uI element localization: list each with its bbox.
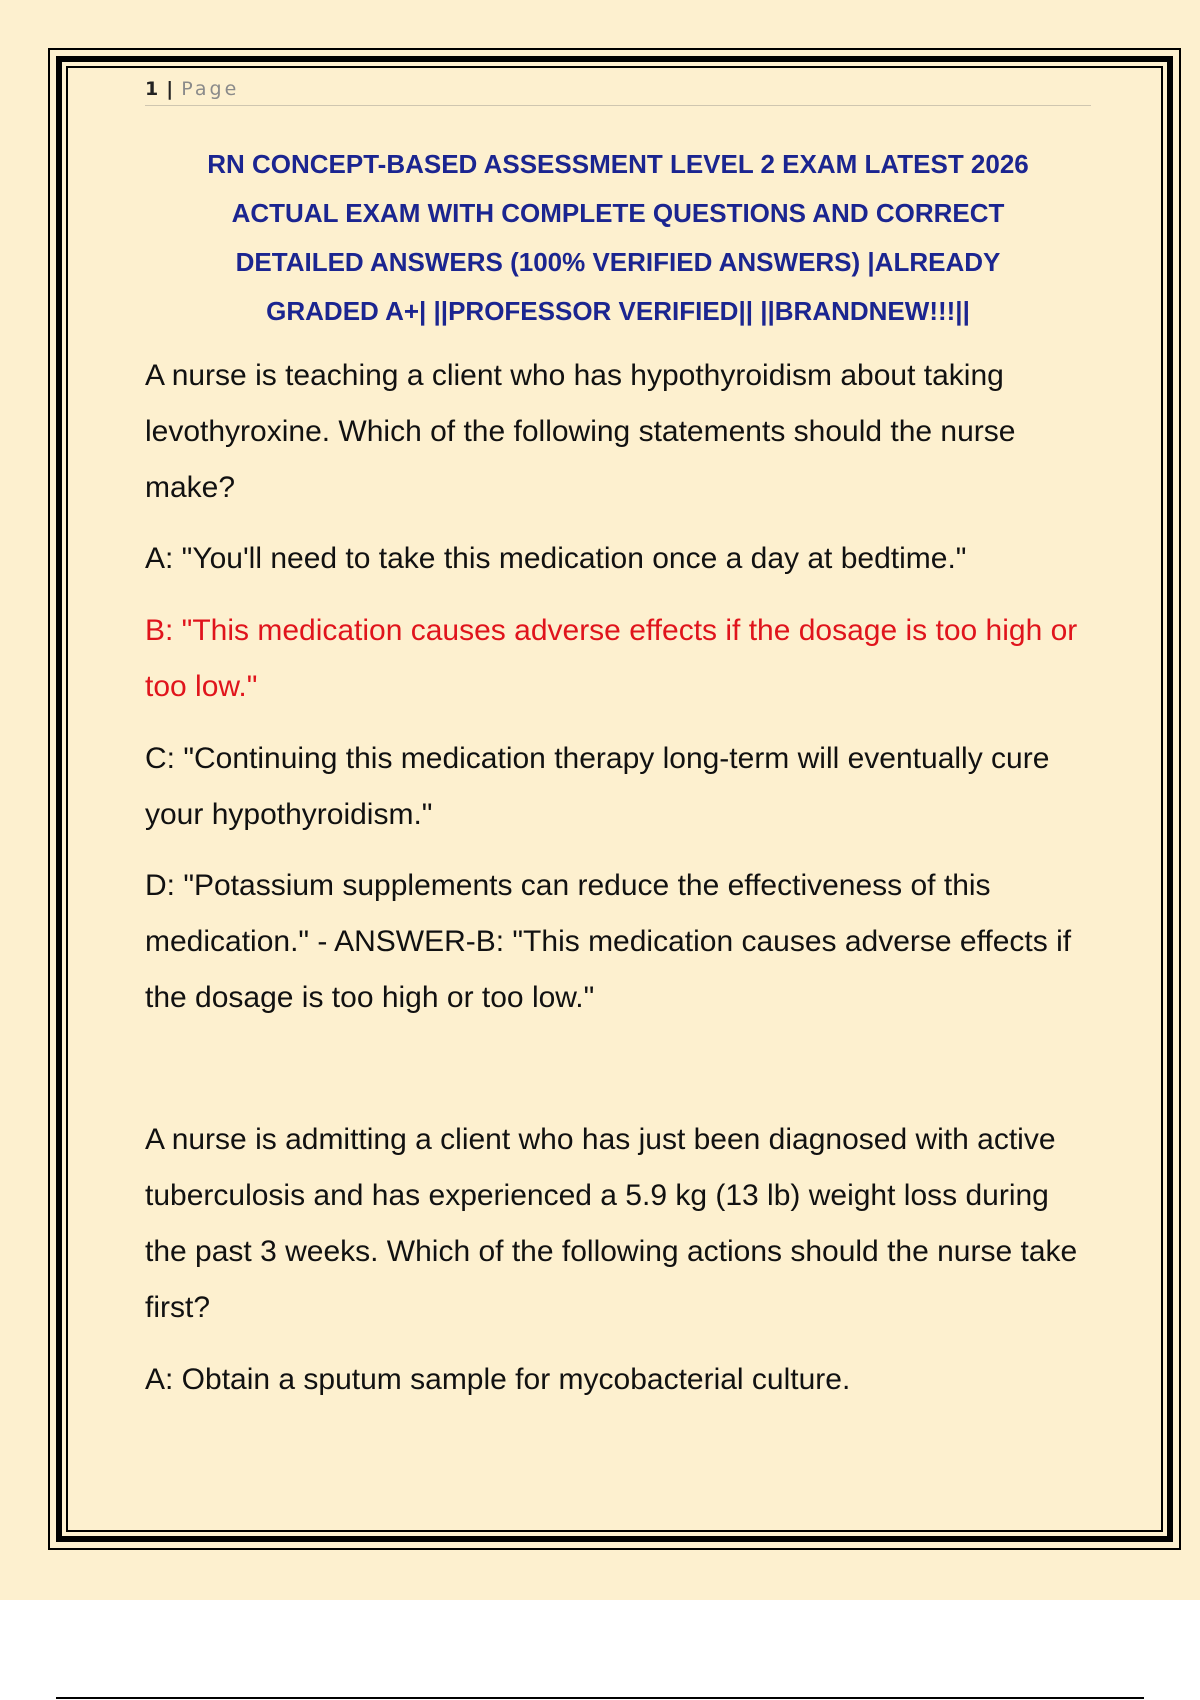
footer-rule [56,1697,1144,1699]
page-label: Page [181,78,240,100]
page-separator: | [166,78,174,100]
document-title [145,140,1091,336]
question-1-stem: A nurse is teaching a client who has hypothyroidism about taking levothyroxine. Which of the following statements should the nurse make? [145,359,1016,504]
question-2-stem: A nurse is admitting a client who has just been diagnosed with active tuberculosis and has experienced a 5.9 kg (13 lb) weight loss during the past 3 weeks. Which of the following actions should the nurse take first? [145,1123,1078,1324]
question-1-option-b-correct: B: "This medication causes adverse effects if the dosage is too high or too low." [145,614,1078,703]
page-header [145,76,1091,106]
title-line: ACTUAL EXAM WITH COMPLETE QUESTIONS AND CORRECT [231,198,1005,228]
title-line: GRADED A+| ||PROFESSOR VERIFIED|| ||BRANDNEW!!!|| [266,296,970,326]
page-number: 1 [145,78,159,100]
question-2-option-a: A: Obtain a sputum sample for mycobacterial culture. [145,1363,851,1396]
question-1-option-c: C: "Continuing this medication therapy long-term will eventually cure your hypothyroidism." [145,742,1050,831]
title-line: RN CONCEPT-BASED ASSESSMENT LEVEL 2 EXAM LATEST 2026 [207,149,1029,179]
title-line: DETAILED ANSWERS (100% VERIFIED ANSWERS) |ALREADY [235,247,1001,277]
question-1-option-d-and-answer: D: "Potassium supplements can reduce the effectiveness of this medication." - ANSWER-B: "This medication causes adverse effects if the dosage is too high or too low." [145,869,1072,1014]
question-1-option-a: A: "You'll need to take this medication once a day at bedtime." [145,542,967,575]
